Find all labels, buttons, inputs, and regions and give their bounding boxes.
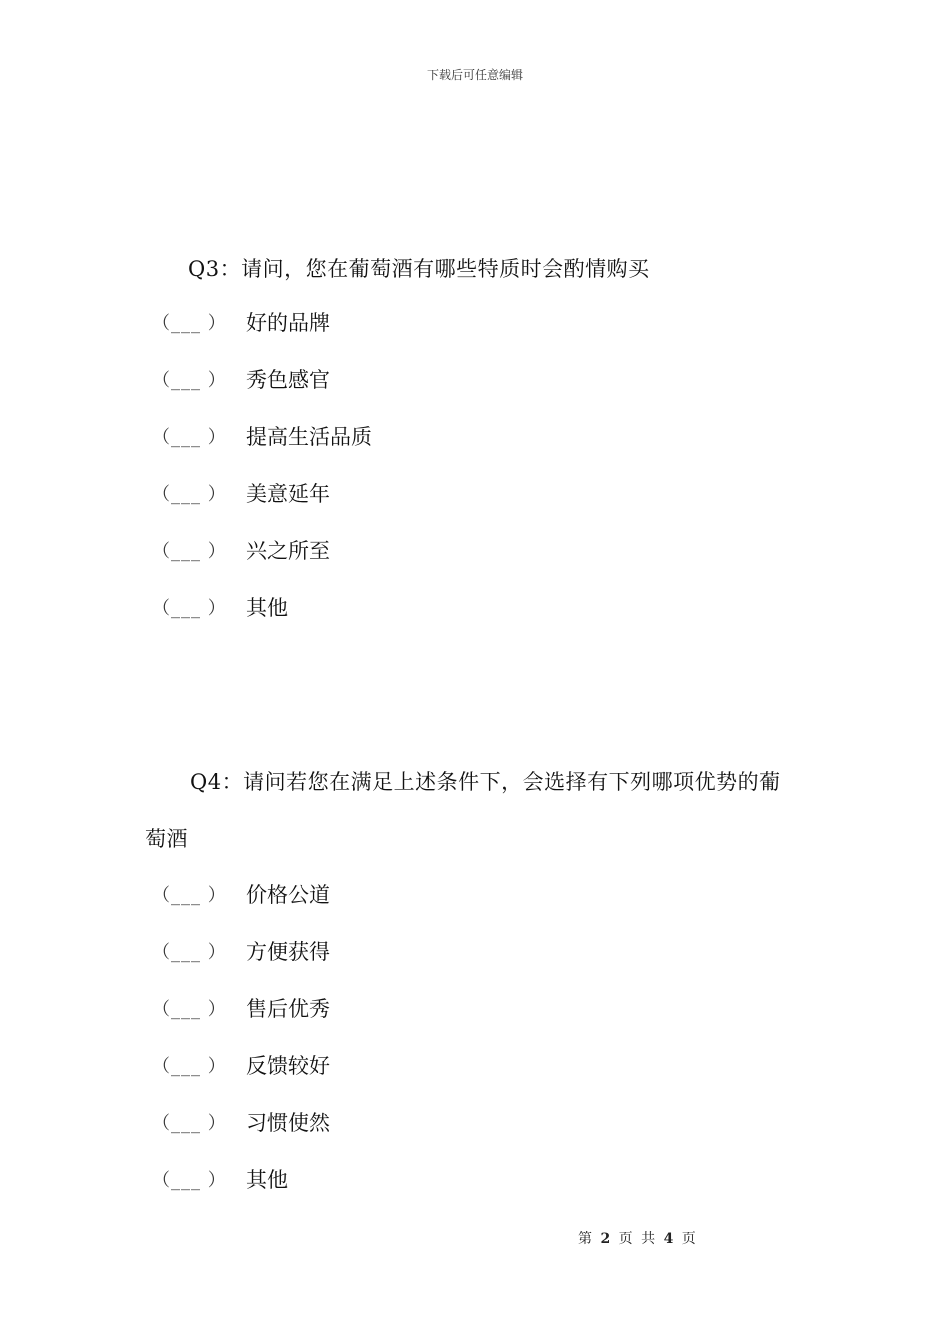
answer-blank[interactable]: （___ ）	[152, 598, 227, 619]
q3-option-6[interactable]	[152, 592, 288, 622]
option-label: 习惯使然	[246, 1111, 330, 1135]
option-label: 提高生活品质	[246, 425, 372, 449]
answer-blank[interactable]: （___ ）	[152, 484, 227, 505]
q3-option-4[interactable]	[152, 478, 330, 508]
option-label: 售后优秀	[246, 997, 330, 1021]
option-label: 反馈较好	[246, 1054, 330, 1078]
q4-option-6[interactable]	[152, 1164, 288, 1194]
footer-middle: 页 共	[618, 1231, 658, 1247]
q3-option-1[interactable]	[152, 307, 330, 337]
answer-blank[interactable]: （___ ）	[152, 313, 227, 334]
page-footer	[578, 1228, 698, 1248]
answer-blank[interactable]: （___ ）	[152, 1113, 227, 1134]
option-label: 其他	[246, 596, 288, 620]
footer-prefix: 第	[578, 1231, 594, 1247]
question-q4-title-line1: Q4：请问若您在满足上述条件下，会选择有下列哪项优势的葡	[190, 770, 781, 794]
header-note: 下载后可任意编辑	[426, 68, 523, 82]
answer-blank[interactable]: （___ ）	[152, 885, 227, 906]
answer-blank[interactable]: （___ ）	[152, 541, 227, 562]
q3-option-2[interactable]	[152, 364, 330, 394]
current-page-number: 2	[600, 1231, 613, 1247]
answer-blank[interactable]: （___ ）	[152, 942, 227, 963]
q4-option-5[interactable]	[152, 1107, 330, 1137]
answer-blank[interactable]: （___ ）	[152, 1170, 227, 1191]
option-label: 兴之所至	[246, 539, 330, 563]
total-page-number: 4	[663, 1231, 676, 1247]
question-q4-title-line2: 萄酒	[145, 827, 188, 851]
q4-option-2[interactable]	[152, 936, 330, 966]
option-label: 价格公道	[246, 883, 330, 907]
question-q3-title: Q3：请问，您在葡萄酒有哪些特质时会酌情购买	[188, 257, 650, 281]
q4-option-3[interactable]	[152, 993, 330, 1023]
option-label: 其他	[246, 1168, 288, 1192]
answer-blank[interactable]: （___ ）	[152, 370, 227, 391]
q3-option-3[interactable]	[152, 421, 372, 451]
answer-blank[interactable]: （___ ）	[152, 1056, 227, 1077]
answer-blank[interactable]: （___ ）	[152, 427, 227, 448]
option-label: 好的品牌	[246, 311, 330, 335]
footer-suffix: 页	[681, 1231, 698, 1247]
answer-blank[interactable]: （___ ）	[152, 999, 227, 1020]
q3-option-5[interactable]	[152, 535, 330, 565]
q4-option-1[interactable]	[152, 879, 330, 909]
q4-option-4[interactable]	[152, 1050, 330, 1080]
option-label: 方便获得	[246, 940, 330, 964]
option-label: 美意延年	[246, 482, 330, 506]
option-label: 秀色感官	[246, 368, 330, 392]
